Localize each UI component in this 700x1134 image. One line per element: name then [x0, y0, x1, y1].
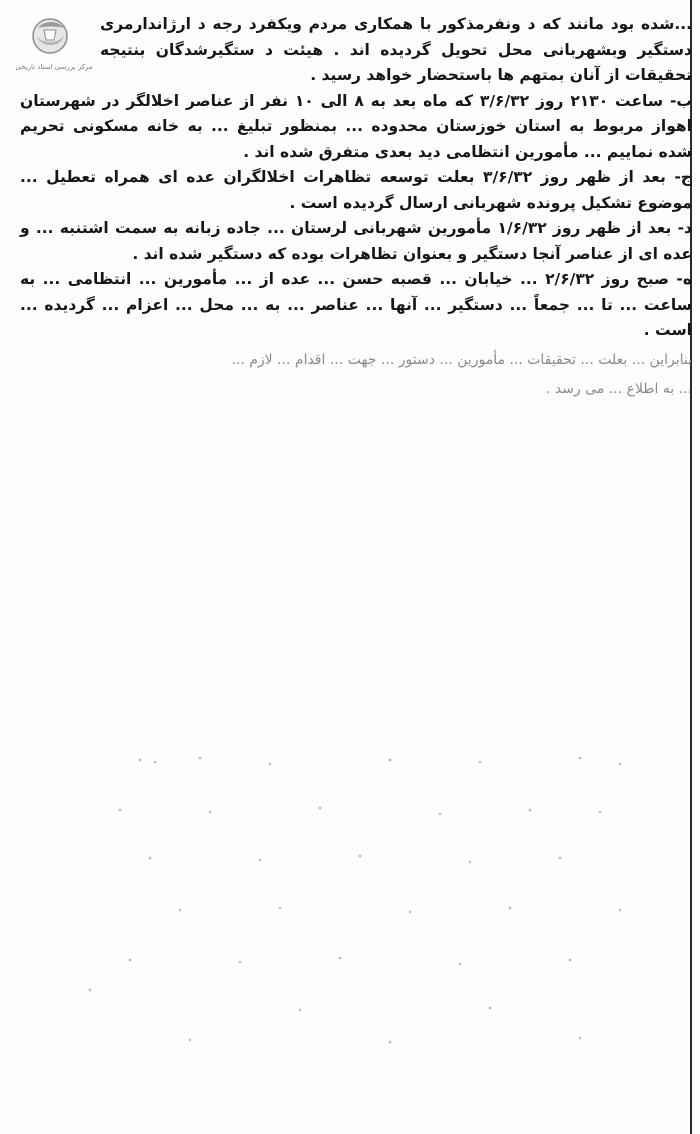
faint-line-2: ... به اطلاع ... می رسد . — [545, 380, 692, 397]
faded-text-residue — [60, 740, 660, 1060]
paragraph-1: ...شده بود مانند که د ونفرمذکور با همکاری مردم ویکفرد رجه د ارژاندارمری دستگیر وبشهربانی محل تحویل گردیده اند . هیئت د ستگیرشدگان بنتیجه تحقیقات از آنان بمتهم ها باستحضار خواهد رسید . — [100, 15, 692, 84]
document-body — [20, 12, 692, 402]
paragraph-4: د- بعد از ظهر روز ۱/۶/۳۲ مأمورین شهربانی لرستان ... جاده زبانه به سمت اشتنبه ... و عده ای از عناصر آنجا دستگیر و بعنوان تظاهرات بوده که دستگیر شده اند . — [20, 219, 692, 263]
paragraph-2: ب- ساعت ۲۱۳۰ روز ۳/۶/۳۲ که ماه بعد به ۸ الی ۱۰ نفر از عناصر اخلالگر در شهرستان اهواز مربوط به استان خوزستان محدوده ... بمنظور تبلیغ ... به خانه مسکونی تحریم شده نماییم ... مأمورین انتظامی دید بعدی متفرق شده اند . — [20, 91, 692, 161]
logo-caption: مرکز بررسی اسناد تاریخی — [15, 63, 93, 71]
paragraph-3: ج- بعد از ظهر روز ۳/۶/۳۲ بعلت توسعه تظاهرات اخلالگران عده ای همراه تعطیل ... موضوع تشکیل پرونده شهربانی ارسال گردیده است . — [20, 168, 692, 212]
paragraph-5: ه- صبح روز ۲/۶/۳۲ ... خیابان ... قصبه حسن ... عده از ... مأمورین ... انتظامی ... به ساعت ... تا ... جمعاً ... دستگیر ... آنها ... عناصر ... به ... محل ... اعزام ... گردیده ... است . — [20, 270, 692, 339]
faint-line-1: بنابراین ... بعلت ... تحقیقات ... مأمورین ... دستور ... جهت ... اقدام ... لازم ... — [231, 351, 692, 368]
